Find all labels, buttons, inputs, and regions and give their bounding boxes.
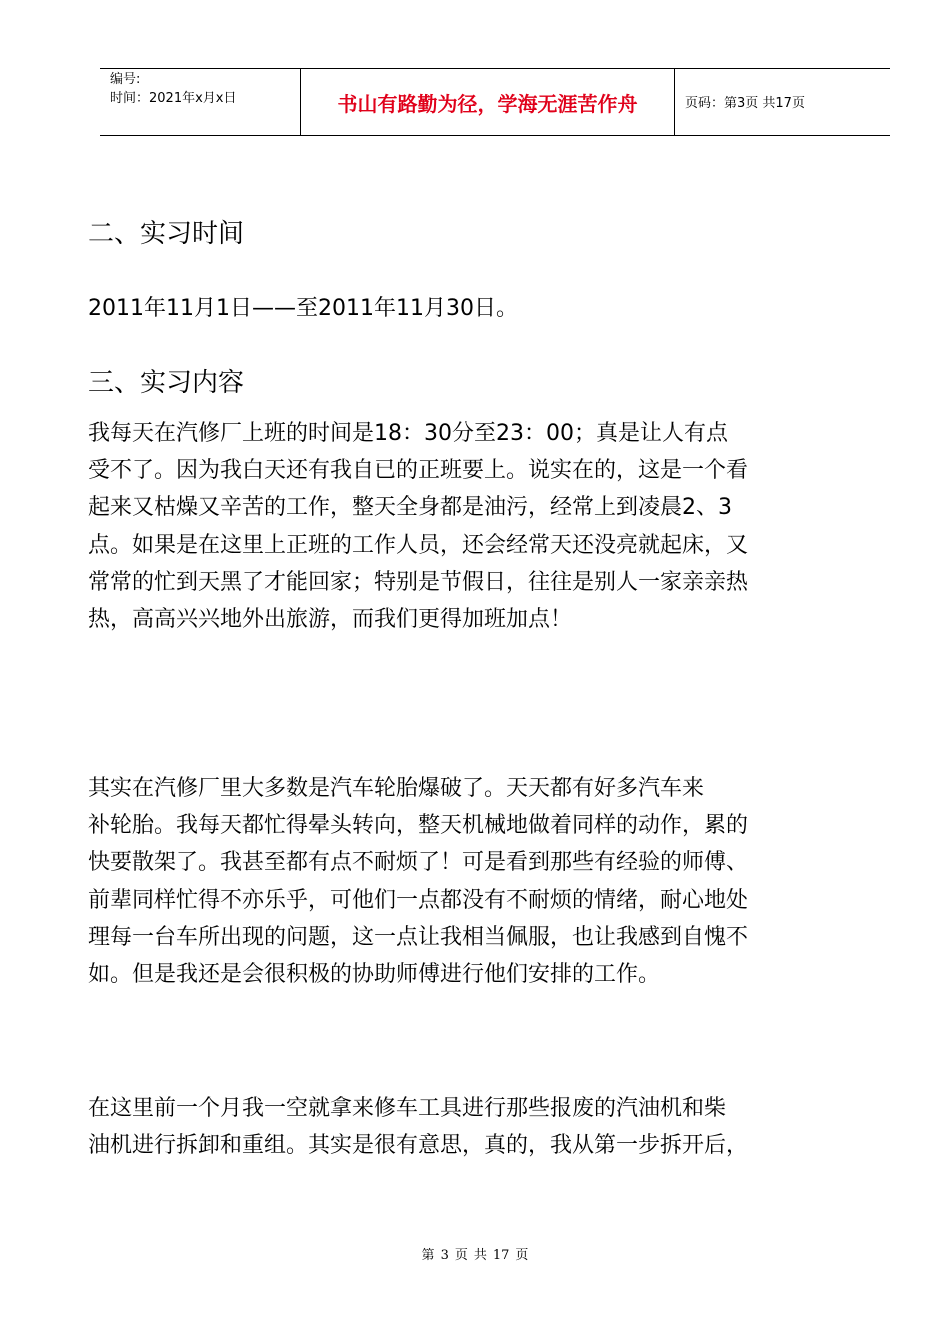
paragraph-line: 热，高高兴兴地外出旅游，而我们更得加班加点！ <box>88 606 573 632</box>
paragraph-line: 油机进行拆卸和重组。其实是很有意思，真的，我从第一步拆开后， <box>88 1133 749 1159</box>
footer-ye: 页 <box>515 1248 529 1263</box>
document-time-label: 时间：2021年x月x日 <box>110 91 237 106</box>
page-footer <box>0 1248 950 1264</box>
footer-total-pages: 17 <box>492 1248 510 1263</box>
paragraph-2 <box>88 770 862 993</box>
paragraph-line: 我每天在汽修厂上班的时间是18：30分至23：00；真是让人有点 <box>88 421 728 446</box>
paragraph-3 <box>88 1090 862 1164</box>
paragraph-line: 在这里前一个月我一空就拿来修车工具进行那些报废的汽油机和柴 <box>88 1096 727 1121</box>
footer-page-number: 3 <box>440 1248 449 1263</box>
paragraph-line: 受不了。因为我白天还有我自已的正班要上。说实在的，这是一个看 <box>88 458 749 484</box>
paragraph-line: 点。如果是在这里上正班的工作人员，还会经常天还没亮就起床，又 <box>88 532 749 558</box>
paragraph-line: 其实在汽修厂里大多数是汽车轮胎爆破了。天天都有好多汽车来 <box>88 776 705 801</box>
section-heading-content: 三、实习内容 <box>88 368 245 398</box>
internship-period-text: 2011年11月1日——至2011年11月30日。 <box>88 296 518 321</box>
header-page-info: 页码：第3页 共17页 <box>685 96 805 111</box>
footer-di: 第 <box>421 1248 435 1263</box>
page-header <box>100 68 890 136</box>
footer-gong: 共 <box>473 1248 487 1263</box>
paragraph-1 <box>88 415 862 638</box>
paragraph-line: 起来又枯燥又辛苦的工作，整天全身都是油污，经常上到凌晨2、3 <box>88 495 732 521</box>
paragraph-line: 理每一台车所出现的问题，这一点让我相当佩服，也让我感到自愧不 <box>88 924 749 950</box>
paragraph-line: 前辈同样忙得不亦乐乎，可他们一点都没有不耐烦的情绪，耐心地处 <box>88 887 749 913</box>
paragraph-line: 补轮胎。我每天都忙得晕头转向，整天机械地做着同样的动作，累的 <box>88 813 749 839</box>
paragraph-line: 快要散架了。我甚至都有点不耐烦了！可是看到那些有经验的师傅、 <box>88 850 749 876</box>
header-motto: 书山有路勤为径，学海无涯苦作舟 <box>337 92 638 116</box>
header-page-cell <box>675 69 890 135</box>
document-number-label: 编号: <box>110 72 141 87</box>
section-heading-time: 二、实习时间 <box>88 219 245 249</box>
paragraph-line: 常常的忙到天黑了才能回家；特别是节假日，往往是别人一家亲亲热 <box>88 569 749 595</box>
paragraph-line: 如。但是我还是会很积极的协助师傅进行他们安排的工作。 <box>88 961 661 987</box>
header-meta-cell <box>100 69 301 135</box>
header-motto-cell <box>301 69 675 135</box>
footer-ye: 页 <box>454 1248 468 1263</box>
